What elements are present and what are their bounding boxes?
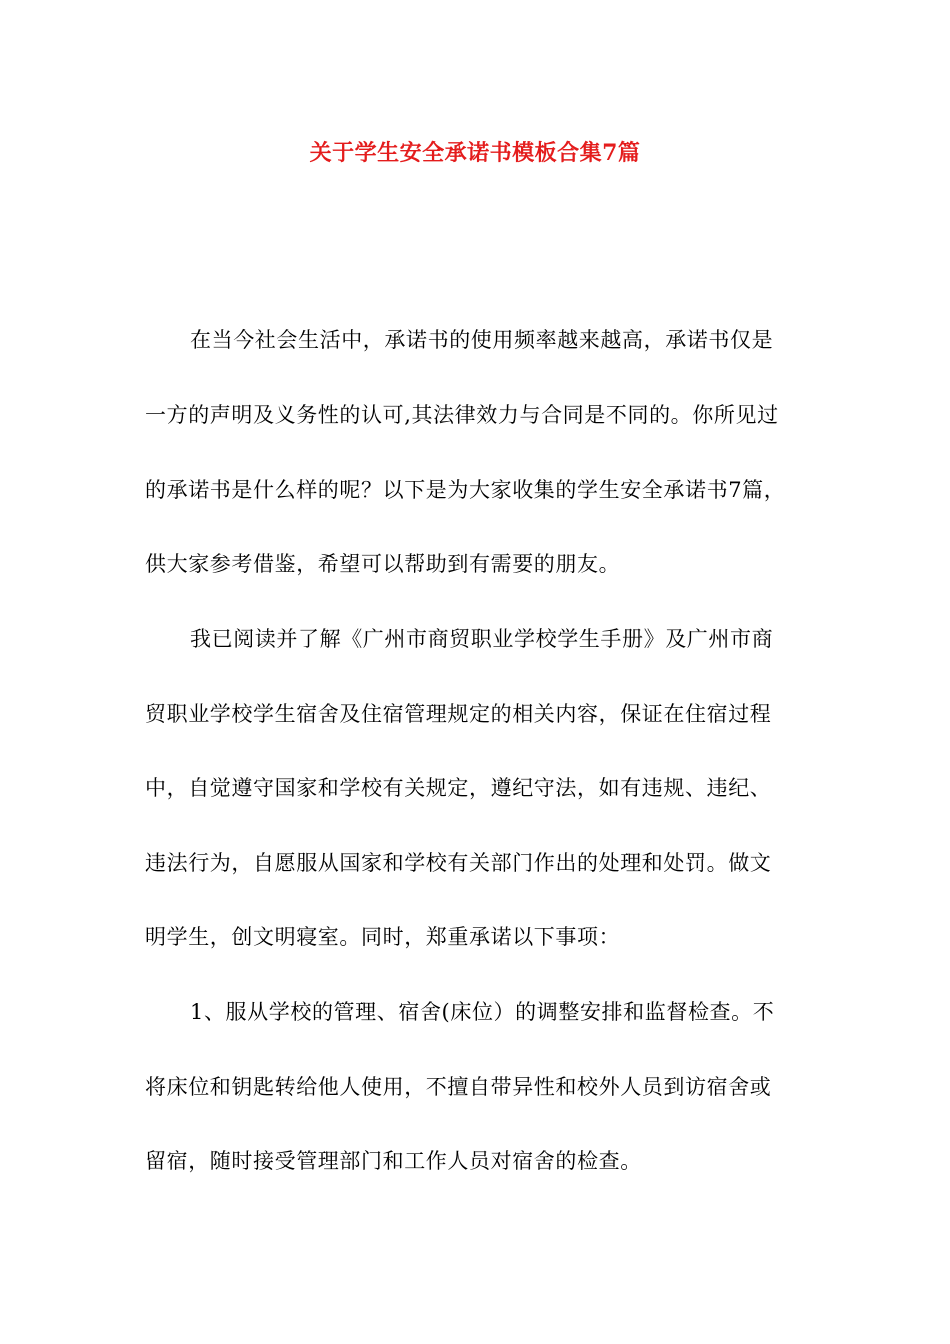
paragraph-1-line-1: 在当今社会生活中，承诺书的使用频率越来越高，承诺书仅是 — [190, 328, 774, 352]
paragraph-3-line-2: 将床位和钥匙转给他人使用，不擅自带异性和校外人员到访宿舍或 — [145, 1075, 772, 1099]
paragraph-2-line-3: 中，自觉遵守国家和学校有关规定，遵纪守法，如有违规、违纪、 — [145, 776, 772, 800]
paragraph-2-line-2: 贸职业学校学生宿舍及住宿管理规定的相关内容，保证在住宿过程 — [145, 702, 772, 726]
paragraph-1-line-3: 的承诺书是什么样的呢？以下是为大家收集的学生安全承诺书7篇， — [145, 478, 786, 502]
paragraph-2-line-5: 明学生，创文明寝室。同时，郑重承诺以下事项： — [145, 925, 621, 949]
paragraph-1-line-2: 一方的声明及义务性的认可,其法律效力与合同是不同的。你所见过 — [145, 403, 779, 427]
paragraph-1-line-4: 供大家参考借鉴，希望可以帮助到有需要的朋友。 — [145, 552, 621, 576]
paragraph-2-line-4: 违法行为，自愿服从国家和学校有关部门作出的处理和处罚。做文 — [145, 851, 772, 875]
paragraph-2-line-1: 我已阅读并了解《广州市商贸职业学校学生手册》及广州市商 — [190, 627, 774, 651]
document-title: 关于学生安全承诺书模板合集7篇 — [309, 140, 641, 166]
paragraph-3-line-1: 1、服从学校的管理、宿舍(床位）的调整安排和监督检查。不 — [190, 1000, 775, 1024]
paragraph-3-line-3: 留宿，随时接受管理部门和工作人员对宿舍的检查。 — [145, 1149, 642, 1173]
